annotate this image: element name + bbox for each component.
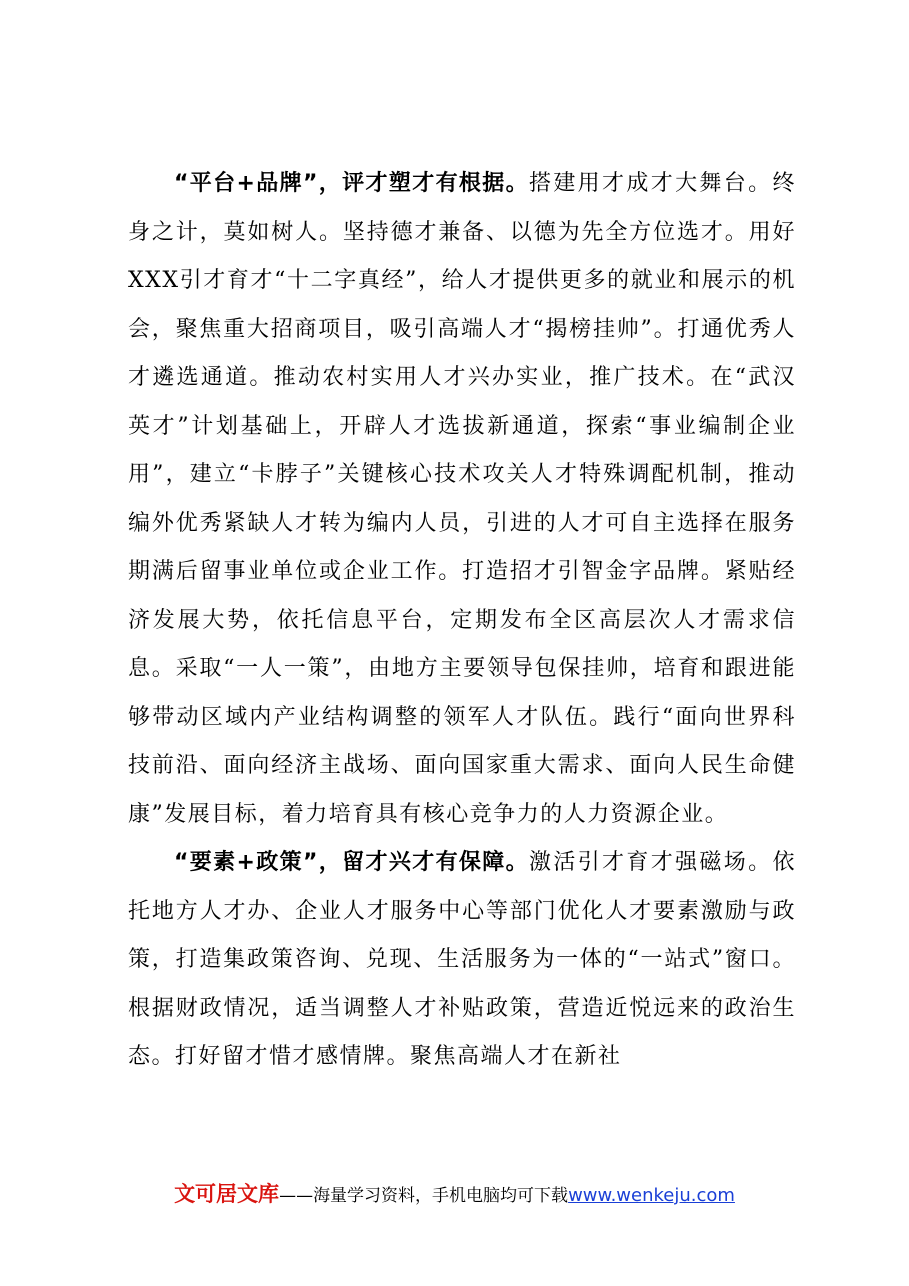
paragraph-text: 激活引才育才强磁场。依托地方人才办、企业人才服务中心等部门优化人才要素激励与政策，打造集政策咨询、兑现、生活服务为一体的“一站式”窗口。根据财政情况，适当调整人才补贴政策，营造近悦远来的政治生态。打好留才惜才感情牌。聚焦高端人才在新社 — [128, 850, 796, 1069]
paragraph-elements-policy — [128, 839, 796, 1082]
page-footer — [0, 1178, 909, 1208]
paragraph-text: 搭建用才成才大舞台。终身之计，莫如树人。坚持德才兼备、以德为先全方位选才。用好XXX引才育才“十二字真经”，给人才提供更多的就业和展示的机会，聚焦重大招商项目，吸引高端人才“揭榜挂帅”。打通优秀人才遴选通道。推动农村实用人才兴办实业，推广技术。在“武汉英才”计划基础上，开辟人才选拔新通道，探索“事业编制企业用”，建立“卡脖子”关键核心技术攻关人才特殊调配机制，推动编外优秀紧缺人才转为编内人员，引进的人才可自主选择在服务期满后留事业单位或企业工作。打造招才引智金字品牌。紧贴经济发展大势，依托信息平台，定期发布全区高层次人才需求信息。采取“一人一策”，由地方主要领导包保挂帅，培育和跟进能够带动区域内产业结构调整的领军人才队伍。践行“面向世界科技前沿、面向经济主战场、面向国家重大需求、面向人民生命健康”发展目标，着力培育具有核心竞争力的人力资源企业。 — [128, 171, 796, 827]
paragraph-platform-brand — [128, 160, 796, 839]
document-body — [128, 160, 796, 1082]
footer-slogan: ——海量学习资料，手机电脑均可下载 — [279, 1186, 569, 1206]
paragraph-heading: “要素+政策”，留才兴才有保障。 — [174, 850, 529, 875]
footer-website-link[interactable]: www.wenkeju.com — [568, 1185, 735, 1206]
footer-brand: 文可居文库 — [174, 1182, 280, 1206]
paragraph-heading: “平台+品牌”，评才塑才有根据。 — [174, 171, 529, 196]
